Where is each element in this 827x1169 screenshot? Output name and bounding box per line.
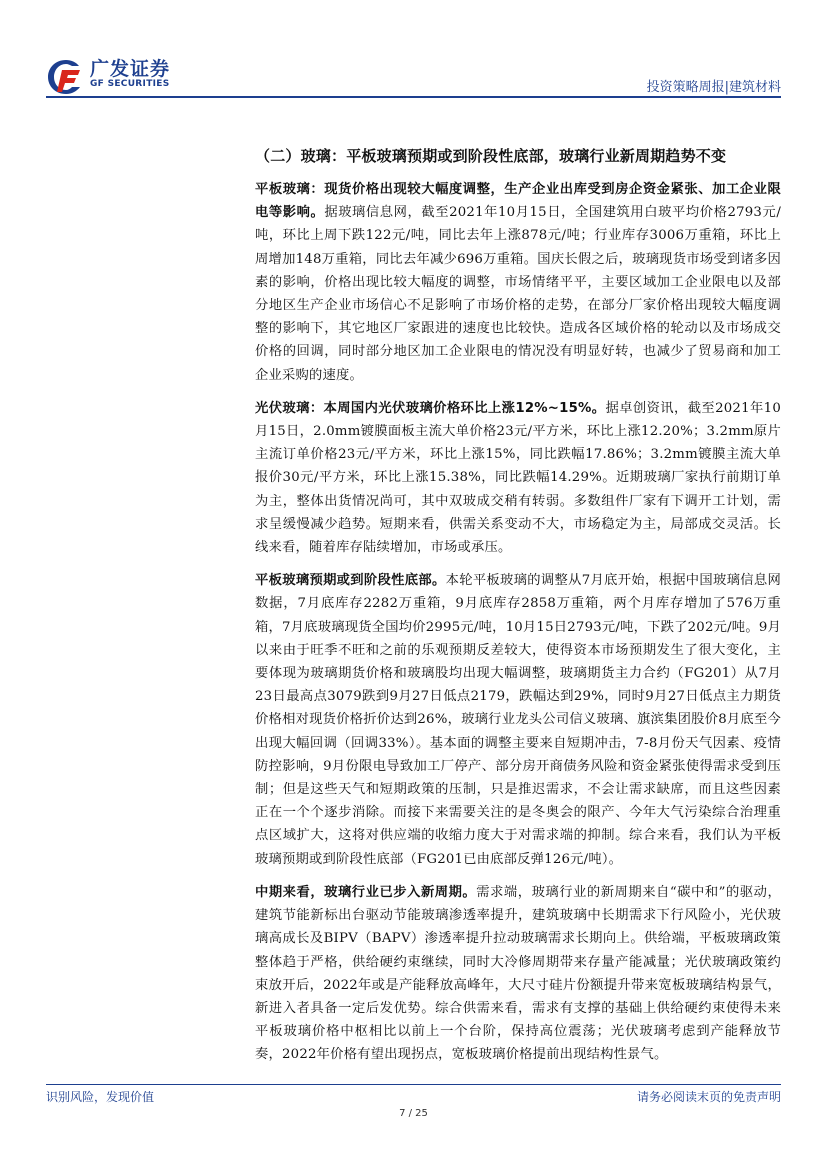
report-type: 投资策略周报|建筑材料 <box>646 80 781 95</box>
main-content <box>255 145 781 1077</box>
gf-logo-icon <box>46 58 86 96</box>
footer-disclaimer-note: 请务必阅读末页的免责声明 <box>636 1090 781 1104</box>
page-number: 7 / 25 <box>399 1108 428 1119</box>
logo-text-en: GF SECURITIES <box>90 79 170 89</box>
paragraph-lead: 平板玻璃：现货价格出现较大幅度调整，生产企业出库受到房企资金紧张、加工企业限电等影响。 <box>255 182 781 221</box>
footer-slogan: 识别风险，发现价值 <box>46 1090 155 1104</box>
logo-text-cn: 广发证券 <box>90 58 171 80</box>
company-logo <box>46 58 186 98</box>
paragraph-pv-glass <box>255 397 781 559</box>
page-header <box>0 0 827 100</box>
paragraph-body: 据玻璃信息网，截至2021年10月15日，全国建筑用白玻平均价格2793元/吨，环比上周下跌122元/吨，同比去年上涨878元/吨；行业库存3006万重箱，环比上周增加148万重箱，同比去年减少696万重箱。国庆长假之后，玻璃现货市场受到诸多因素的影响，价格出现比较大幅度的调整，市场情绪平平，主要区域加工企业限电以及部分地区生产企业市场信心不足影响了市场价格的走势，在部分厂家价格出现较大幅度调整的影响下，其它地区厂家跟进的速度也比较快。造成各区域价格的轮动以及市场成交价格的回调，同时部分地区加工企业限电的情况没有明显好转，也减少了贸易商和加工企业采购的速度。 <box>255 205 781 383</box>
paragraph-lead: 光伏玻璃：本周国内光伏玻璃价格环比上涨12%~15%。 <box>255 400 606 416</box>
paragraph-body: 需求端，玻璃行业的新周期来自“碳中和”的驱动，建筑节能新标出台驱动节能玻璃渗透率提升，建筑玻璃中长期需求下行风险小，光伏玻璃高成长及BIPV（BAPV）渗透率提升拉动玻璃需求长期向上。供给端，平板玻璃政策整体趋于严格，供给硬约束继续，同时大冷修周期带来存量产能减量；光伏玻璃政策约束放开后，2022年或是产能释放高峰年，大尺寸硅片份额提升带来宽板玻璃结构景气，新进入者具备一定后发优势。综合供需来看，需求有支撑的基础上供给硬约束使得未来平板玻璃价格中枢相比以前上一个台阶，保持高位震荡；光伏玻璃考虑到产能释放节奏，2022年价格有望出现拐点，宽板玻璃价格提前出现结构性景气。 <box>255 884 781 1063</box>
paragraph-bottom-expectation <box>255 569 781 871</box>
paragraph-lead: 平板玻璃预期或到阶段性底部。 <box>255 573 446 589</box>
paragraph-lead: 中期来看，玻璃行业已步入新周期。 <box>255 884 477 900</box>
paragraph-new-cycle <box>255 881 781 1067</box>
footer-divider <box>46 1084 781 1085</box>
paragraph-flat-glass <box>255 178 781 387</box>
paragraph-body: 本轮平板玻璃的调整从7月底开始，根据中国玻璃信息网数据，7月底库存2282万重箱，9月底库存2858万重箱，两个月库存增加了576万重箱，7月底玻璃现货全国均价2995元/吨，10月15日2793元/吨，下跌了202元/吨。9月以来由于旺季不旺和之前的乐观预期反差较大，使得资本市场预期发生了很大变化，主要体现为玻璃期货价格和玻璃股均出现大幅调整，玻璃期货主力合约（FG201）从7月23日最高点3079跌到9月27日低点2179，跌幅达到29%，同时9月27日低点主力期货价格相对现货价格折价达到26%，玻璃行业龙头公司信义玻璃、旗滨集团股价8月底至今出现大幅回调（回调33%）。基本面的调整主要来自短期冲击，7-8月份天气因素、疫情防控影响，9月份限电导致加工厂停产、部分房开商债务风险和资金紧张使得需求受到压制；但是这些天气和短期政策的压制，只是推迟需求，不会让需求缺席，而且这些因素正在一个个逐步消除。而接下来需要关注的是冬奥会的限产、今年大气污染综合治理重点区域扩大，这将对供应端的收缩力度大于对需求端的抑制。综合来看，我们认为平板玻璃预期或到阶段性底部（FG201已由底部反弹126元/吨）。 <box>255 573 781 867</box>
header-divider <box>46 96 781 98</box>
section-title: （二）玻璃：平板玻璃预期或到阶段性底部，玻璃行业新周期趋势不变 <box>255 147 727 165</box>
paragraph-body: 据卓创资讯，截至2021年10月15日，2.0mm镀膜面板主流大单价格23元/平方米，环比上涨12.20%；3.2mm原片主流订单价格23元/平方米，环比上涨15%，同比跌幅17.86%；3.2mm镀膜主流大单报价30元/平方米，环比上涨15.38%，同比跌幅14.29%。近期玻璃厂家执行前期订单为主，整体出货情况尚可，其中双玻成交稍有转弱。多数组件厂家有下调开工计划，需求呈缓慢减少趋势。短期来看，供需关系变动不大，市场稳定为主，局部成交灵活。长线来看，随着库存陆续增加，市场或承压。 <box>255 400 781 556</box>
